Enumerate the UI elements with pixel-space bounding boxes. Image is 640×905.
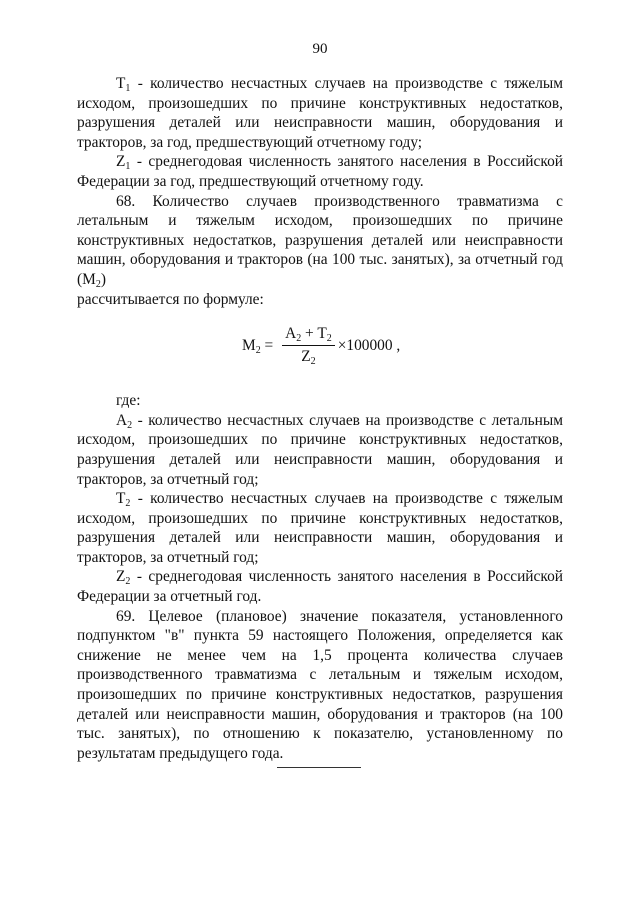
formula-multiplier: ×100000: [337, 336, 393, 354]
formula-m2: [77, 321, 563, 379]
paragraph-69: 69. Целевое (плановое) значение показателя, установленного подпунктом "в" пункта 59 настоящего Положения, определяется как снижение не менее чем на 1,5 процента количества случаев производственного травматизма с летальным и тяжелым исходом, произошедших по причине конструктивных недостатков, разрушения деталей или неисправности машин, оборудования и тракторов (на 100 тыс. занятых), по отношению к показателю, установленному по результатам предыдущего года.: [77, 607, 563, 762]
symbol-z1: $Z_1$: [116, 153, 131, 173]
formula-fraction: [282, 325, 335, 366]
formula-comma: ,: [392, 336, 401, 354]
end-separator-line: [277, 767, 361, 768]
formula-lhs: $M_2$: [242, 336, 261, 356]
formula-equals: =: [260, 336, 278, 354]
symbol-z2: $Z_2$: [116, 568, 131, 588]
symbol-m2: $M_2$: [82, 270, 101, 290]
symbol-t1: $T_1$: [116, 75, 131, 94]
definition-t2: $T_2$ - количество несчастных случаев на производстве с тяжелым исходом, произошедших по причине конструктивных недостатков, разрушения деталей или неисправности машин, оборудования и тракторов, за отчетный год;: [77, 490, 563, 566]
formula-expression: [242, 325, 400, 366]
symbol-t2: $T_2$: [116, 490, 131, 510]
formula-numerator: $A_2 + T_2$: [282, 325, 335, 346]
definition-z2: $Z_2$ - среднегодовая численность занятого населения в Российской Федерации за отчетный год.: [77, 568, 563, 606]
definition-t1: $T_1$ - количество несчастных случаев на производстве с тяжелым исходом, произошедших по причине конструктивных недостатков, разрушения деталей или неисправности машин, оборудования и тракторов, за год, предшествующий отчетному году;: [77, 75, 563, 151]
formula-denominator: $Z_2$: [301, 348, 316, 368]
definition-z1: $Z_1$ - среднегодовая численность занятого населения в Российской Федерации за год, предшествующий отчетному году.: [77, 153, 563, 190]
symbol-a2: $A_2$: [116, 411, 133, 431]
definition-a2: $A_2$ - количество несчастных случаев на производстве с летальным исходом, произошедших по причине конструктивных недостатков, разрушения деталей или неисправности машин, оборудования и тракторов, за отчетный год;: [77, 411, 563, 488]
page-number: 90: [312, 41, 328, 57]
where-label: где:: [116, 392, 141, 410]
document-body: [77, 74, 563, 763]
paragraph-68: 68. Количество случаев производственного травматизма с летальным и тяжелым исходом, произошедших по причине конструктивных недостатков, разрушения деталей или неисправности машин, оборудования и тракторов (на 100 тыс. занятых), за отчетный год $(M_2)$ рассчитывается по формуле:: [77, 192, 563, 308]
